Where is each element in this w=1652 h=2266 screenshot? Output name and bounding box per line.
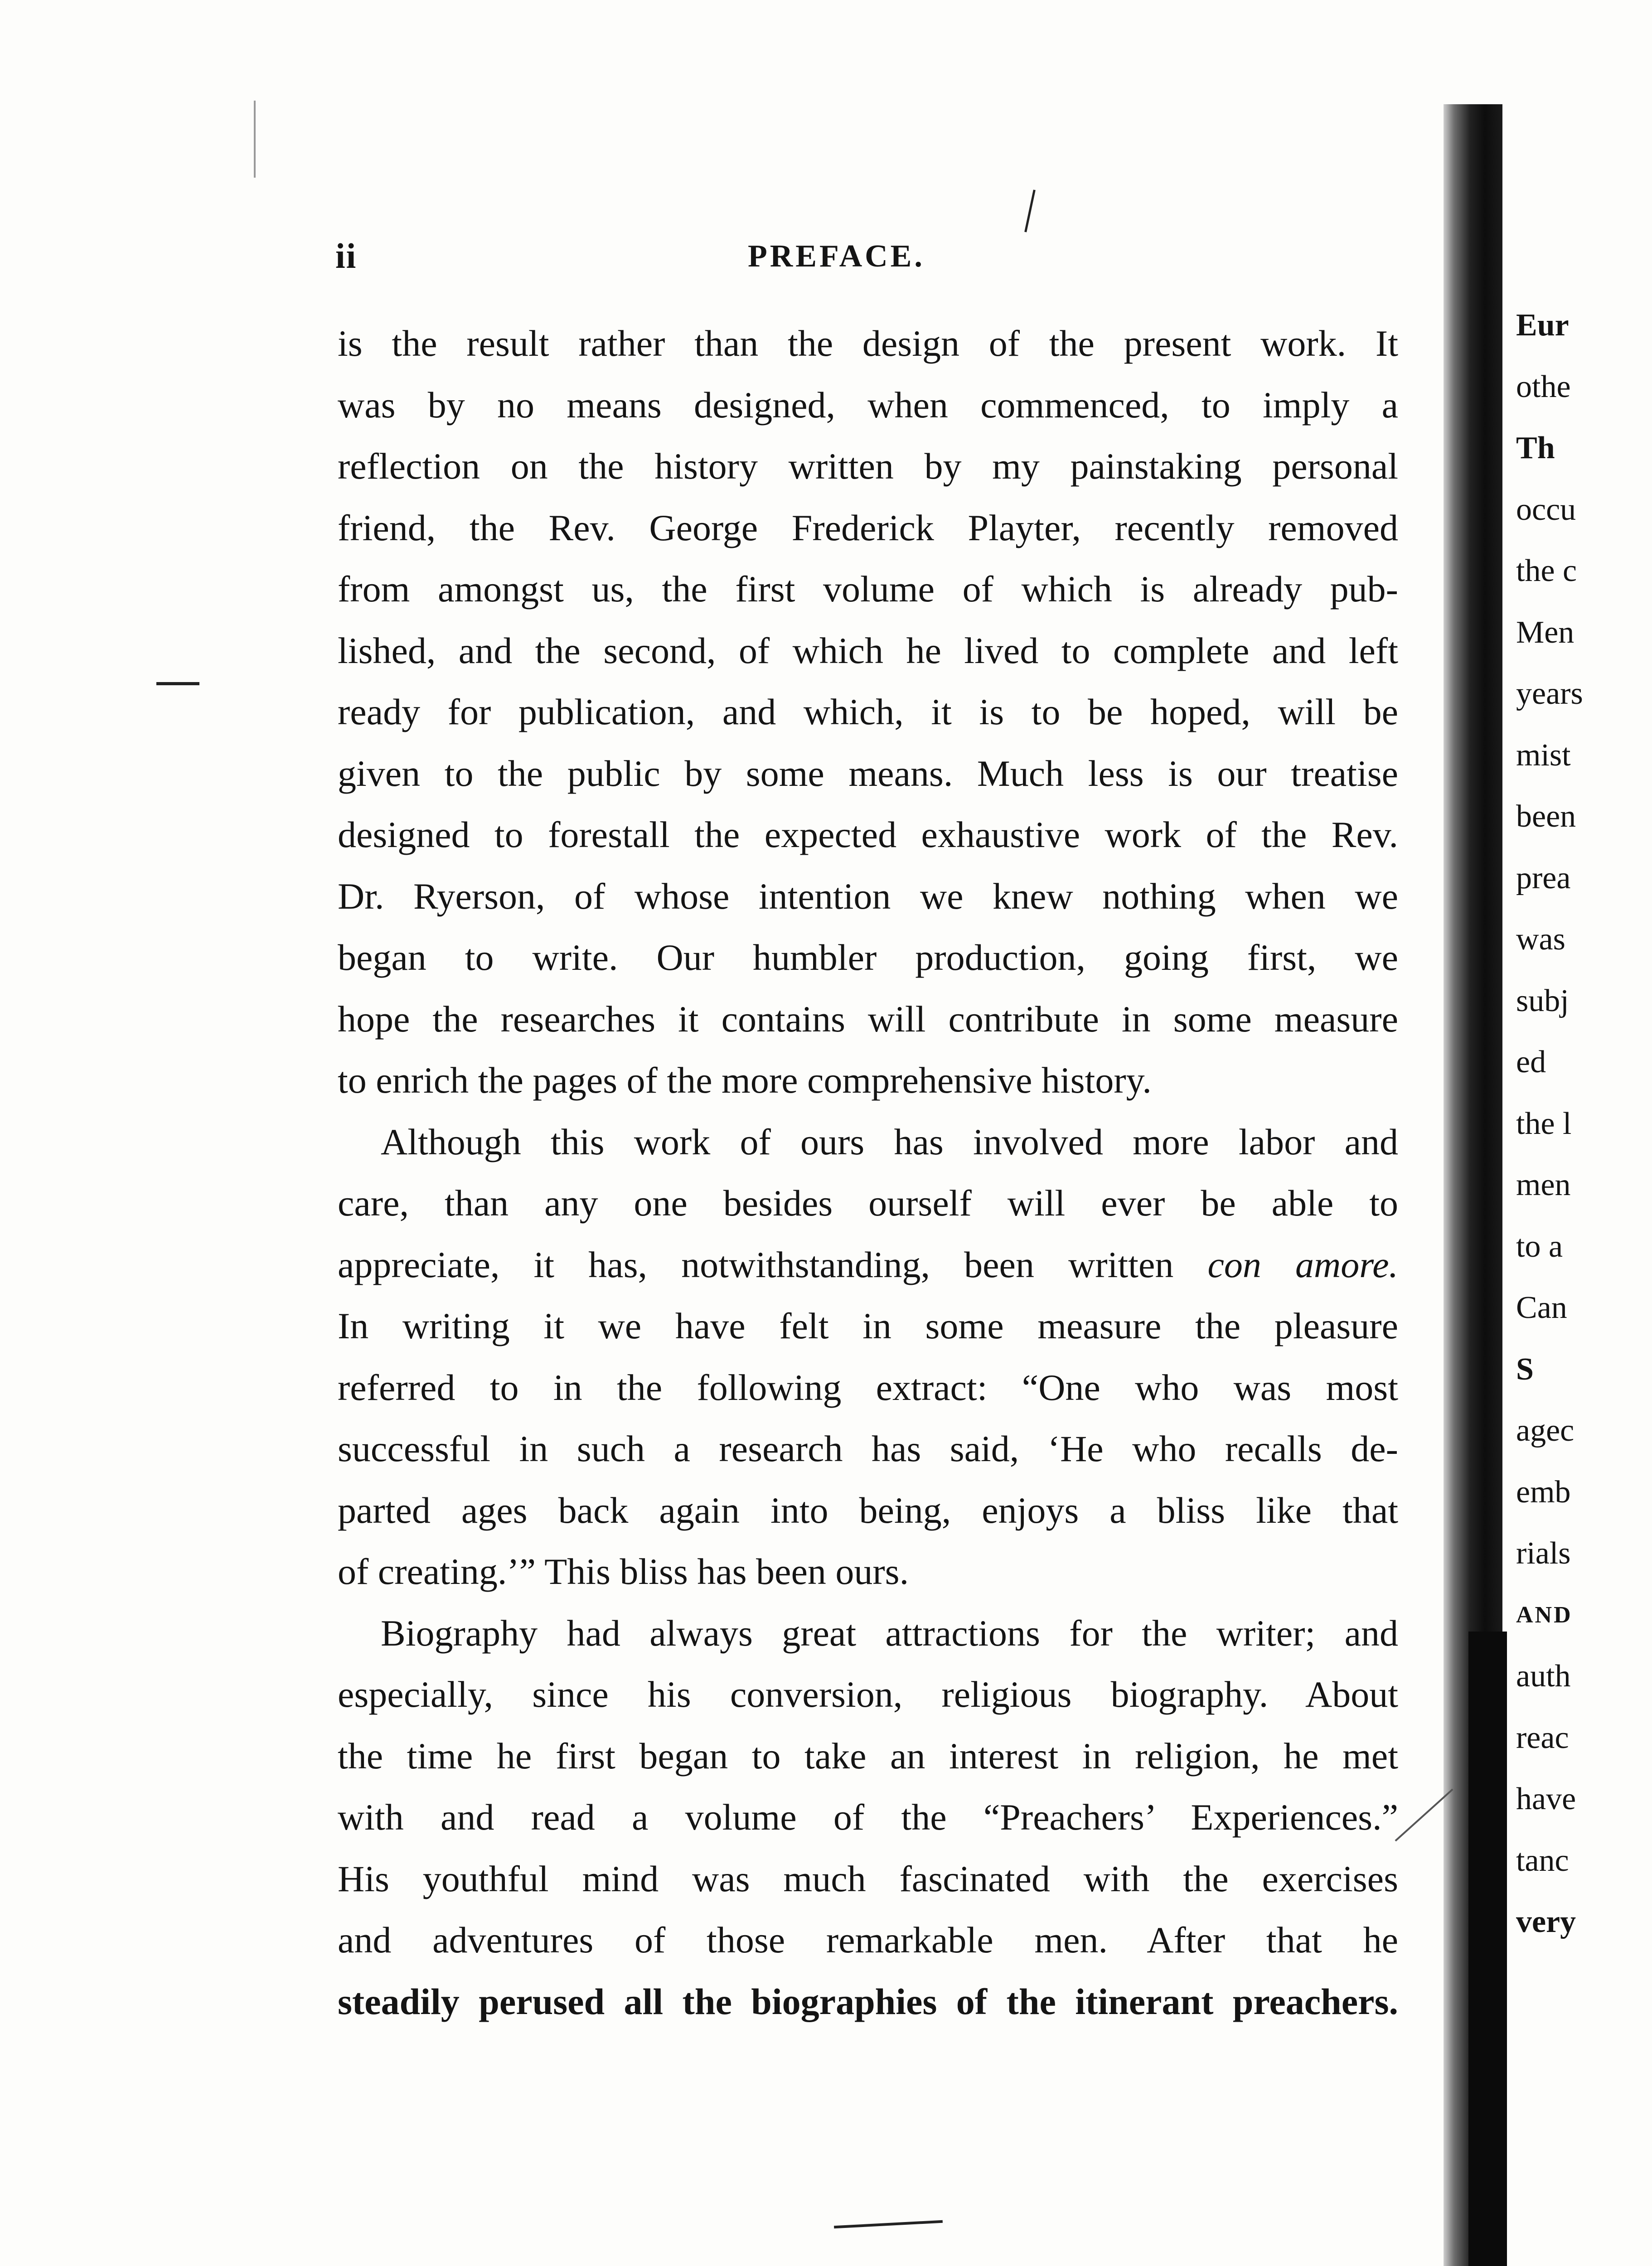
body-line: In writing it we have felt in some measure the pleasure bbox=[338, 1305, 1398, 1346]
facing-line: the l bbox=[1516, 1106, 1572, 1141]
body-line: reflection on the history written by my painstaking personal bbox=[338, 445, 1398, 487]
facing-line: very bbox=[1516, 1904, 1576, 1939]
facing-line: have bbox=[1516, 1782, 1576, 1816]
body-line: lished, and the second, of which he lived to complete and left bbox=[338, 629, 1398, 671]
stray-mark bbox=[834, 2220, 943, 2229]
facing-line: to a bbox=[1516, 1229, 1563, 1264]
body-line: designed to forestall the expected exhaustive work of the Rev. bbox=[338, 814, 1398, 855]
preface-body bbox=[338, 313, 1398, 2032]
facing-line: reac bbox=[1516, 1720, 1569, 1755]
body-line: to enrich the pages of the more comprehensive history. bbox=[338, 1060, 1152, 1101]
body-line: parted ages back again into being, enjoys a bliss like that bbox=[338, 1489, 1398, 1531]
facing-line: emb bbox=[1516, 1474, 1571, 1510]
facing-line: ed bbox=[1516, 1045, 1546, 1080]
facing-line: men bbox=[1516, 1167, 1571, 1202]
body-line: referred to in the following extract: “One who was most bbox=[338, 1366, 1398, 1408]
body-line: Dr. Ryerson, of whose intention we knew nothing when we bbox=[338, 875, 1398, 917]
facing-line: AND bbox=[1516, 1602, 1573, 1628]
facing-line: auth bbox=[1516, 1659, 1571, 1694]
body-line: ready for publication, and which, it is to be hoped, will be bbox=[338, 691, 1398, 732]
body-line: and adventures of those remarkable men. After that he bbox=[338, 1919, 1398, 1961]
italic-phrase: con amore. bbox=[1207, 1244, 1398, 1285]
facing-line: mist bbox=[1516, 737, 1571, 773]
facing-line: tanc bbox=[1516, 1843, 1569, 1878]
facing-line: Can bbox=[1516, 1290, 1567, 1325]
body-line: of creating.’” This bliss has been ours. bbox=[338, 1551, 909, 1592]
running-header bbox=[335, 236, 1405, 286]
binding-shadow-edge bbox=[1468, 1632, 1507, 2266]
body-line: successful in such a research has said, ‘He who recalls de- bbox=[338, 1428, 1398, 1469]
facing-line: been bbox=[1516, 799, 1576, 834]
body-line: with and read a volume of the “Preachers’ Experiences.” bbox=[338, 1796, 1398, 1838]
facing-line: Men bbox=[1516, 615, 1574, 650]
body-line-with-italic bbox=[338, 1234, 1398, 1296]
facing-line: the c bbox=[1516, 553, 1577, 588]
facing-line: othe bbox=[1516, 369, 1571, 404]
facing-line: years bbox=[1516, 676, 1583, 711]
facing-line: prea bbox=[1516, 860, 1571, 896]
body-line: especially, since his conversion, religious biography. About bbox=[338, 1674, 1398, 1715]
facing-line: was bbox=[1516, 922, 1565, 957]
body-line: from amongst us, the first volume of which is already pub- bbox=[338, 568, 1398, 610]
facing-line: subj bbox=[1516, 983, 1569, 1018]
facing-line: S bbox=[1516, 1351, 1534, 1387]
stray-mark bbox=[1024, 190, 1036, 232]
body-line: began to write. Our humbler production, going first, we bbox=[338, 937, 1398, 978]
body-line: steadily perused all the biographies of the itinerant preachers. bbox=[338, 1980, 1398, 2022]
body-line: friend, the Rev. George Frederick Playter, recently removed bbox=[338, 507, 1398, 548]
body-line: is the result rather than the design of the present work. It bbox=[338, 323, 1398, 364]
facing-line: occu bbox=[1516, 492, 1576, 527]
body-line-text: appreciate, it has, notwithstanding, been written bbox=[338, 1244, 1208, 1285]
body-line: given to the public by some means. Much less is our treatise bbox=[338, 752, 1398, 794]
body-line: Although this work of ours has involved more labor and bbox=[381, 1121, 1398, 1162]
body-line: care, than any one besides ourself will ever be able to bbox=[338, 1182, 1398, 1224]
body-line: Biography had always great attractions for the writer; and bbox=[381, 1612, 1398, 1654]
body-line: the time he first began to take an interest in religion, he met bbox=[338, 1735, 1398, 1777]
body-line: hope the researches it contains will contribute in some measure bbox=[338, 998, 1398, 1040]
stray-mark bbox=[156, 682, 199, 685]
page-number: ii bbox=[335, 236, 357, 276]
facing-line: Th bbox=[1516, 431, 1555, 465]
body-line: was by no means designed, when commenced, to imply a bbox=[338, 384, 1398, 426]
facing-line: rials bbox=[1516, 1536, 1571, 1571]
stray-mark bbox=[254, 101, 256, 178]
facing-page-fragment bbox=[1516, 295, 1652, 1953]
body-line: His youthful mind was much fascinated with the exercises bbox=[338, 1858, 1398, 1899]
facing-line: agec bbox=[1516, 1413, 1574, 1448]
running-title: PREFACE. bbox=[748, 239, 925, 274]
facing-line: Eur bbox=[1516, 308, 1569, 343]
